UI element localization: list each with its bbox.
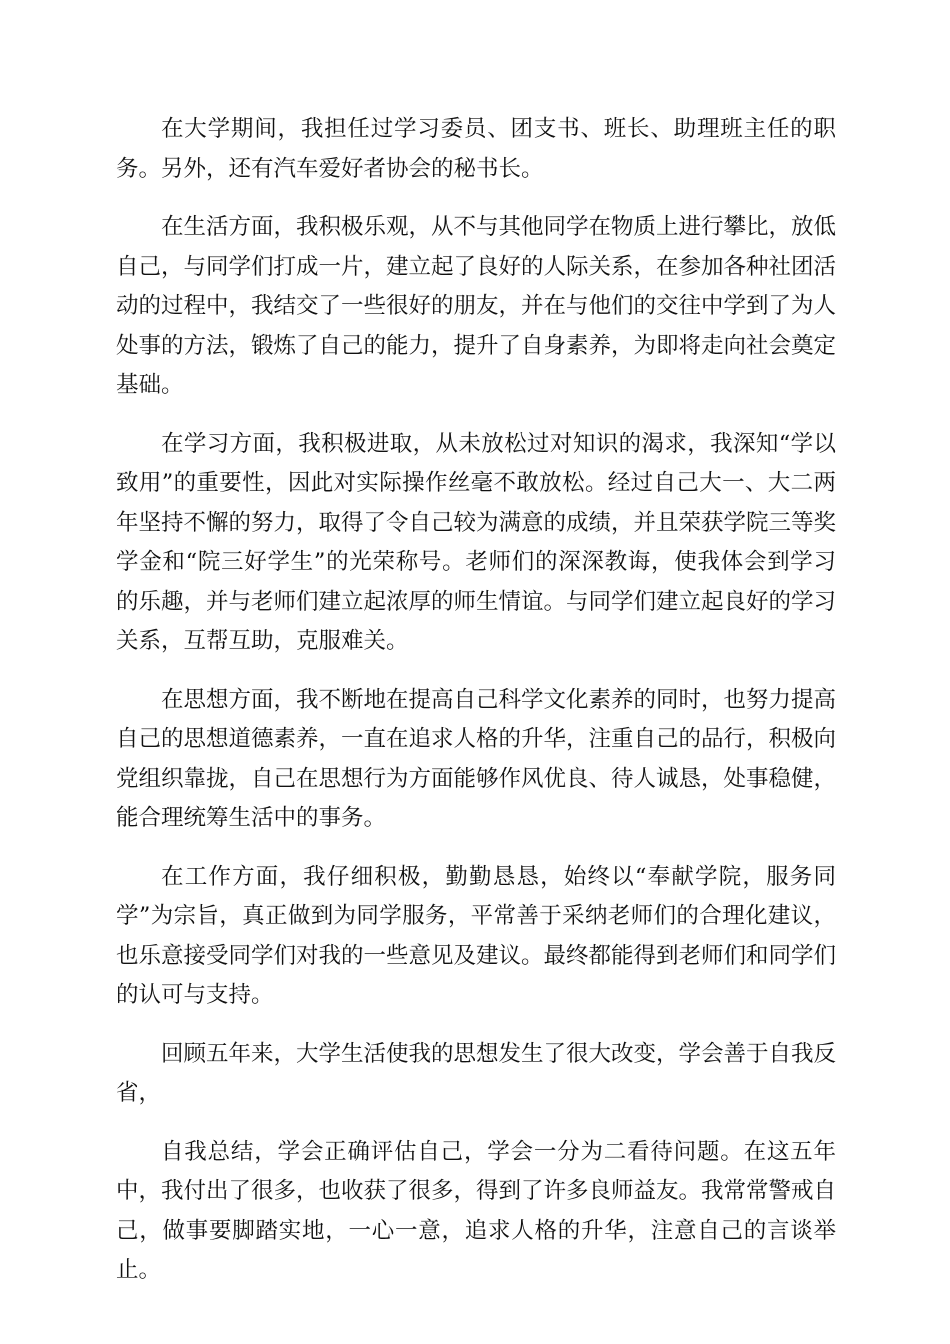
paragraph-thought-aspect: 在思想方面，我不断地在提高自己科学文化素养的同时，也努力提高自己的思想道德素养，一直在追求人格的升华，注重自己的品行，积极向党组织靠拢，自己在思想行为方面能够作风优良、待人诚恳，处事稳健，能合理统筹生活中的事务。 <box>116 686 837 831</box>
paragraph-study-aspect: 在学习方面，我积极进取，从未放松过对知识的渴求，我深知“学以致用”的重要性，因此对实际操作丝毫不敢放松。经过自己大一、大二两年坚持不懈的努力，取得了令自己较为满意的成绩，并且荣获学院三等奖学金和“院三好学生”的光荣称号。老师们的深深教诲，使我体会到学习的乐趣，并与老师们建立起浓厚的师生情谊。与同学们建立起良好的学习关系，互帮互助，克服难关。 <box>116 430 837 654</box>
paragraph-review: 回顾五年来，大学生活使我的思想发生了很大改变，学会善于自我反省， <box>116 1040 837 1106</box>
paragraph-positions-held: 在大学期间，我担任过学习委员、团支书、班长、助理班主任的职务。另外，还有汽车爱好者协会的秘书长。 <box>116 116 836 182</box>
paragraph-life-aspect: 在生活方面，我积极乐观，从不与其他同学在物质上进行攀比，放低自己，与同学们打成一片，建立起了良好的人际关系，在参加各种社团活动的过程中，我结交了一些很好的朋友，并在与他们的交往中学到了为人处事的方法，锻炼了自己的能力，提升了自身素养，为即将走向社会奠定基础。 <box>116 214 837 398</box>
paragraph-self-summary: 自我总结，学会正确评估自己，学会一分为二看待问题。在这五年中，我付出了很多，也收获了很多，得到了许多良师益友。我常常警戒自己，做事要脚踏实地，一心一意，追求人格的升华，注意自己的言谈举止。 <box>116 1138 837 1283</box>
paragraph-work-aspect: 在工作方面，我仔细积极，勤勤恳恳，始终以“奉献学院，服务同学”为宗旨，真正做到为同学服务，平常善于采纳老师们的合理化建议，也乐意接受同学们对我的一些意见及建议。最终都能得到老师们和同学们的认可与支持。 <box>116 863 837 1008</box>
document-body <box>116 110 836 1310</box>
